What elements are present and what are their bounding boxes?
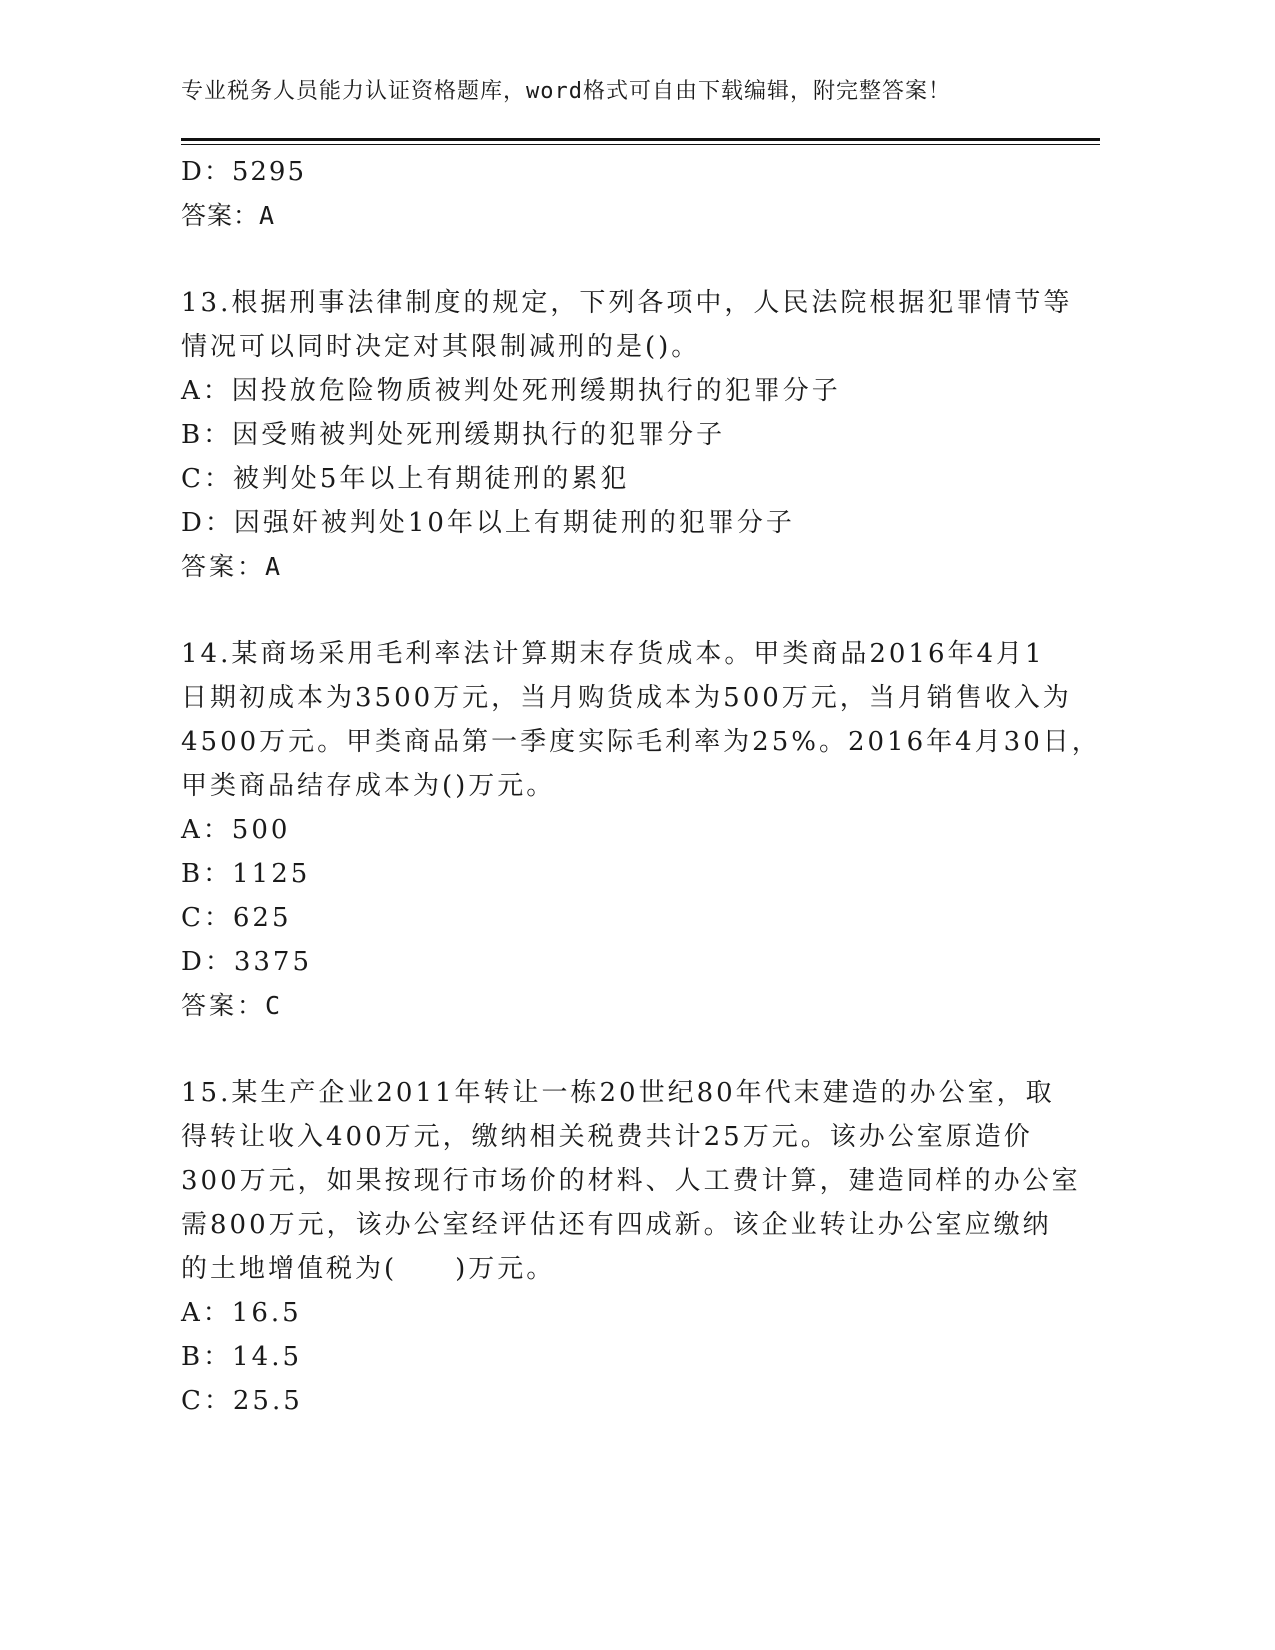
question-stem-line: 13.根据刑事法律制度的规定，下列各项中，人民法院根据犯罪情节等 bbox=[181, 288, 1073, 318]
question-stem-line: 300万元，如果按现行市场价的材料、人工费计算，建造同样的办公室 bbox=[181, 1166, 1081, 1196]
document-header: 专业税务人员能力认证资格题库，word格式可自由下载编辑，附完整答案！ bbox=[181, 79, 951, 104]
option-c: C：被判处5年以上有期徒刑的累犯 bbox=[181, 464, 630, 494]
option-d: D：因强奸被判处10年以上有期徒刑的犯罪分子 bbox=[181, 508, 795, 538]
question-stem-line: 日期初成本为3500万元，当月购货成本为500万元，当月销售收入为 bbox=[181, 683, 1072, 713]
question-stem-line: 得转让收入400万元，缴纳相关税费共计25万元。该办公室原造价 bbox=[181, 1122, 1033, 1152]
option-a: A：16.5 bbox=[181, 1298, 302, 1328]
option-a: A：500 bbox=[181, 815, 291, 845]
question-stem-line: 的土地增值税为( )万元。 bbox=[181, 1254, 556, 1284]
header-rule-thick bbox=[181, 138, 1100, 141]
question-13 bbox=[181, 281, 1073, 589]
spacer bbox=[181, 589, 1041, 632]
spacer bbox=[181, 238, 1041, 281]
page-content bbox=[181, 150, 1101, 1423]
question-stem-line: 甲类商品结存成本为()万元。 bbox=[181, 771, 556, 801]
question-14 bbox=[181, 632, 1101, 1028]
header-rule-thin bbox=[181, 144, 1100, 145]
spacer bbox=[181, 1028, 1041, 1071]
option-d: D：3375 bbox=[181, 947, 313, 977]
option-b: B：14.5 bbox=[181, 1342, 302, 1372]
option-c: C：625 bbox=[181, 903, 292, 933]
option-c: C：25.5 bbox=[181, 1386, 303, 1416]
question-stem-line: 14.某商场采用毛利率法计算期末存货成本。甲类商品2016年4月1 bbox=[181, 639, 1045, 669]
answer: 答案：C bbox=[181, 991, 284, 1020]
option-b: B：1125 bbox=[181, 859, 311, 889]
option-a: A：因投放危险物质被判处死刑缓期执行的犯罪分子 bbox=[181, 376, 841, 406]
question-15 bbox=[181, 1071, 1081, 1423]
question-stem-line: 情况可以同时决定对其限制减刑的是()。 bbox=[181, 332, 701, 362]
previous-answer: 答案：A bbox=[181, 201, 276, 230]
question-stem-line: 4500万元。甲类商品第一季度实际毛利率为25%。2016年4月30日， bbox=[181, 727, 1101, 757]
question-stem-line: 15.某生产企业2011年转让一栋20世纪80年代末建造的办公室，取 bbox=[181, 1078, 1055, 1108]
previous-option-d: D：5295 bbox=[181, 157, 307, 187]
option-b: B：因受贿被判处死刑缓期执行的犯罪分子 bbox=[181, 420, 726, 450]
question-stem-line: 需800万元，该办公室经评估还有四成新。该企业转让办公室应缴纳 bbox=[181, 1210, 1052, 1240]
answer: 答案：A bbox=[181, 552, 284, 581]
